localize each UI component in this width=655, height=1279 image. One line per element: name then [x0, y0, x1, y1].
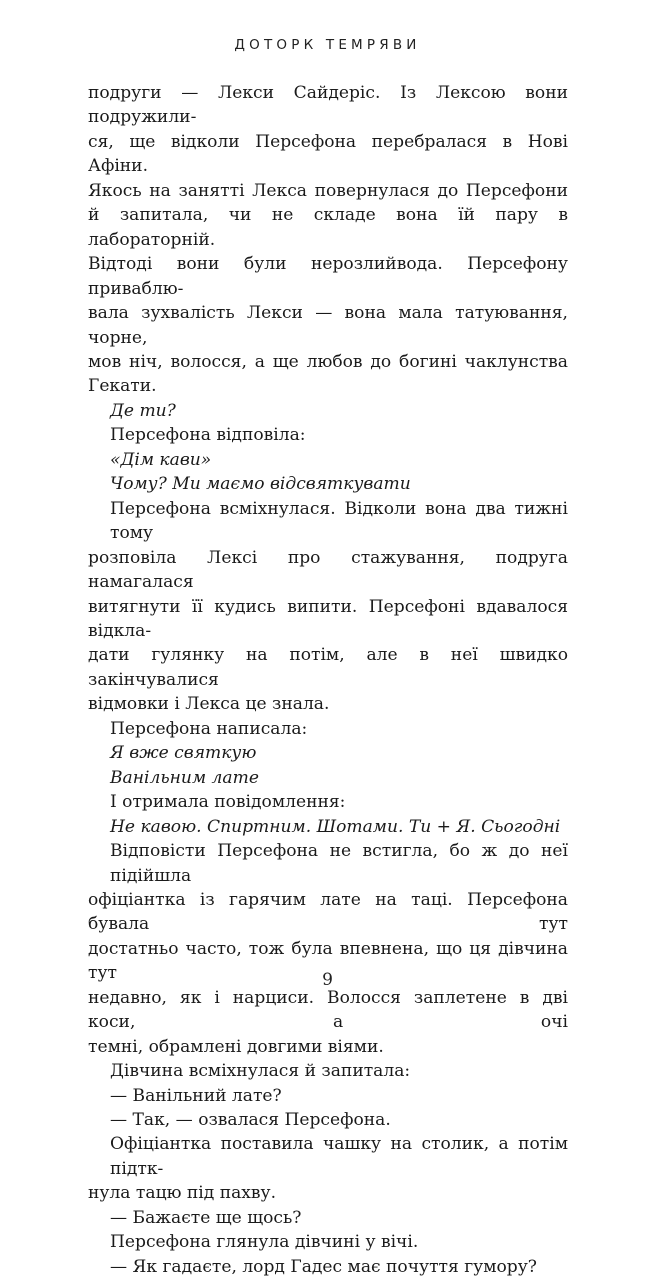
text-line: дати гулянку на потім, але в неї швидко закінчувалися [88, 645, 568, 690]
text-line: Дівчина всміхнулася й запитала: [110, 1061, 411, 1082]
page-number: 9 [322, 970, 333, 990]
text-line: нула тацю під пахву. [88, 1183, 277, 1204]
text-message-line: Де ти? [110, 400, 176, 421]
text-message-line: Ванільним лате [110, 767, 259, 788]
text-line: Персефона глянула дівчині у вічі. [110, 1232, 419, 1253]
text-line: Гекати. [88, 376, 157, 397]
text-line: Відтоді вони були нерозлийвода. Персефону приваблю- [88, 254, 568, 299]
text-message-line: Чому? Ми маємо відсвяткувати [110, 474, 411, 495]
text-line: подруги — Лекси Сайдеріс. Із Лексою вони подружили- [88, 83, 568, 128]
text-line: Відповісти Персефона не встигла, бо ж до неї підійшла [110, 841, 568, 886]
text-line: Персефона написала: [110, 718, 308, 739]
text-line: мов ніч, волосся, а ще любов до богині чаклунства [88, 351, 568, 372]
text-line: Персефона відповіла: [110, 425, 306, 446]
dialogue-line: — Ванільний лате? [110, 1085, 282, 1106]
text-line: Офіціантка поставила чашку на столик, а потім підтк- [110, 1134, 568, 1179]
text-line: розповіла Лексі про стажування, подруга намагалася [88, 547, 568, 593]
dialogue-line: — Так, — озвалася Персефона. [110, 1110, 391, 1131]
text-line: І отримала повідомлення: [110, 792, 346, 813]
body-text [88, 81, 568, 1279]
text-line: й запитала, чи не складе вона їй пару в лабораторній. [88, 205, 568, 250]
text-message-line: Не кавою. Спиртним. Шотами. Ти + Я. Сьогодні [110, 816, 561, 837]
text-line: вала зухвалість Лекси — вона мала татуювання, чорне, [88, 303, 568, 348]
dialogue-line: — Як гадаєте, лорд Гадес має почуття гумору? [110, 1256, 537, 1277]
text-line: ся, ще відколи Персефона перебралася в Нові Афіни. [88, 131, 568, 177]
text-line: достатньо часто, тож була впевнена, що ця дівчина тут [88, 938, 568, 984]
text-message-line: «Дім кави» [110, 449, 212, 470]
text-line: темні, обрамлені довгими віями. [88, 1036, 384, 1057]
text-line: недавно, як і нарциси. Волосся заплетене в дві коси, а очі [88, 987, 568, 1033]
dialogue-line: — Бажаєте ще щось? [110, 1207, 302, 1228]
text-line: Персефона всміхнулася. Відколи вона два тижні тому [110, 498, 568, 544]
running-head: ДОТОРК ТЕМРЯВИ [234, 37, 421, 53]
text-line: витягнути її кудись випити. Персефоні вдавалося відкла- [88, 596, 568, 641]
text-line: відмовки і Лекса це знала. [88, 694, 330, 715]
text-line: офіціантка із гарячим лате на таці. Персефона бувала тут [88, 889, 568, 935]
text-message-line: Я вже святкую [110, 743, 257, 764]
text-line: Якось на занятті Лекса повернулася до Персефони [88, 180, 568, 201]
